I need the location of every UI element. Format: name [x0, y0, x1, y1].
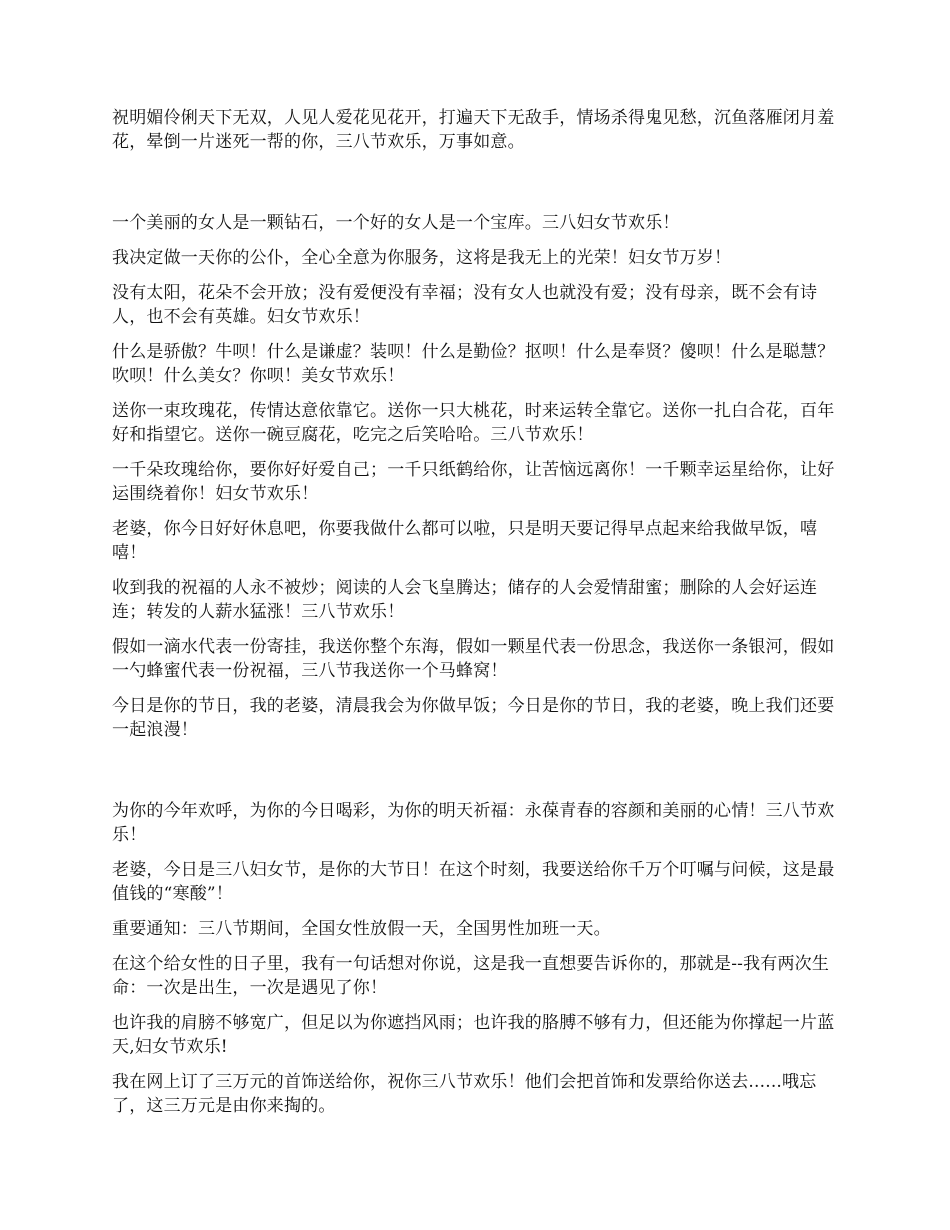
- paragraph: 什么是骄傲？牛呗！什么是谦虚？装呗！什么是勤俭？抠呗！什么是奉贤？傻呗！什么是聪慧？吹呗！什么美女？你呗！美女节欢乐！: [112, 342, 835, 386]
- paragraph: 也许我的肩膀不够宽广，但足以为你遮挡风雨；也许我的胳膊不够有力，但还能为你撑起一片蓝天,妇女节欢乐!: [112, 1013, 835, 1057]
- paragraph: 重要通知：三八节期间，全国女性放假一天，全国男性加班一天。: [112, 919, 611, 939]
- paragraph: 为你的今年欢呼，为你的今日喝彩，为你的明天祈福：永葆青春的容颜和美丽的心情！三八节欢乐！: [112, 801, 835, 845]
- paragraph: 送你一束玫瑰花，传情达意依靠它。送你一只大桃花，时来运转全靠它。送你一扎白合花，百年好和指望它。送你一碗豆腐花，吃完之后笑哈哈。三八节欢乐！: [112, 401, 835, 445]
- paragraph: 老婆，今日是三八妇女节，是你的大节日！在这个时刻，我要送给你千万个叮嘱与问候，这是最值钱的“寒酸”！: [112, 860, 835, 904]
- paragraph: 我在网上订了三万元的首饰送给你，祝你三八节欢乐！他们会把首饰和发票给你送去......哦忘了，这三万元是由你来掏的。: [112, 1072, 817, 1116]
- paragraph: 一个美丽的女人是一颗钻石，一个好的女人是一个宝库。三八妇女节欢乐！: [112, 213, 680, 233]
- paragraph: 祝明媚伶俐天下无双，人见人爱花见花开，打遍天下无敌手，情场杀得鬼见愁，沉鱼落雁闭月羞花，晕倒一片迷死一帮的你，三八节欢乐，万事如意。: [112, 108, 835, 152]
- paragraph: 我决定做一天你的公仆，全心全意为你服务，这将是我无上的光荣！妇女节万岁！: [112, 248, 732, 268]
- paragraph: 假如一滴水代表一份寄挂，我送你整个东海，假如一颗星代表一份思念，我送你一条银河，假如一勺蜂蜜代表一份祝福，三八节我送你一个马蜂窝！: [112, 637, 835, 681]
- paragraph: 一千朵玫瑰给你，要你好好爱自己；一千只纸鹤给你，让苦恼远离你！一千颗幸运星给你，让好运围绕着你！妇女节欢乐！: [112, 460, 835, 504]
- paragraph: 收到我的祝福的人永不被炒；阅读的人会飞皇腾达；储存的人会爱情甜蜜；删除的人会好运连连；转发的人薪水猛涨！三八节欢乐！: [112, 578, 818, 622]
- document-body: [112, 106, 842, 1129]
- paragraph: 老婆，你今日好好休息吧，你要我做什么都可以啦，只是明天要记得早点起来给我做早饭，嘻嘻！: [112, 519, 818, 563]
- paragraph: 没有太阳，花朵不会开放；没有爱便没有幸福；没有女人也就没有爱；没有母亲，既不会有诗人，也不会有英雄。妇女节欢乐！: [112, 283, 818, 327]
- paragraph: 在这个给女性的日子里，我有一句话想对你说，这是我一直想要告诉你的，那就是--我有两次生命：一次是出生，一次是遇见了你！: [112, 954, 830, 998]
- paragraph: 今日是你的节日，我的老婆，清晨我会为你做早饭；今日是你的节日，我的老婆，晚上我们还要一起浪漫！: [112, 696, 835, 740]
